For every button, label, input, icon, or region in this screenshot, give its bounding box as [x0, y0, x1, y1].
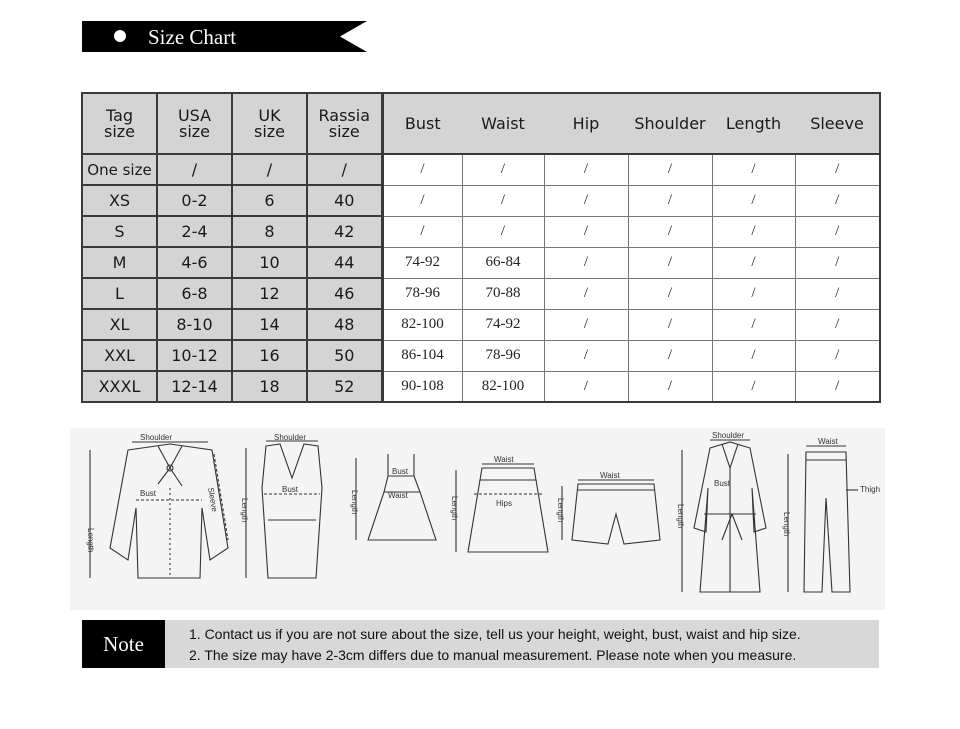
- strap-dress-diagram: [350, 454, 436, 540]
- waist-label: Waist: [388, 491, 408, 500]
- uk-size-cell: 10: [232, 247, 307, 278]
- bullet-icon: [114, 30, 126, 42]
- usa-size-cell: 0-2: [157, 185, 232, 216]
- table-row: [82, 371, 880, 402]
- tag-size-cell: XXL: [82, 340, 157, 371]
- rassia-size-cell: 52: [307, 371, 382, 402]
- header-waist: Waist: [462, 93, 544, 154]
- shoulder-cell: /: [628, 371, 712, 402]
- bust-cell: 78-96: [382, 278, 462, 309]
- vneck-top-diagram: [240, 433, 322, 578]
- hips-label: Hips: [496, 499, 513, 508]
- uk-size-cell: 6: [232, 185, 307, 216]
- hip-cell: /: [544, 340, 628, 371]
- header-usa-size: USA size: [157, 93, 232, 154]
- blouse-diagram: [86, 433, 228, 578]
- length-cell: /: [712, 154, 795, 185]
- header-shoulder: Shoulder: [628, 93, 712, 154]
- header-uk-size: UK size: [232, 93, 307, 154]
- tag-size-cell: XXXL: [82, 371, 157, 402]
- shorts-diagram: [556, 471, 660, 544]
- bust-cell: 86-104: [382, 340, 462, 371]
- rassia-size-cell: 50: [307, 340, 382, 371]
- bust-cell: /: [382, 154, 462, 185]
- hip-cell: /: [544, 309, 628, 340]
- bust-label: Bust: [140, 489, 157, 498]
- measurement-diagrams: [70, 428, 885, 610]
- waist-cell: /: [462, 185, 544, 216]
- tag-size-cell: S: [82, 216, 157, 247]
- usa-size-cell: 8-10: [157, 309, 232, 340]
- waist-cell: 66-84: [462, 247, 544, 278]
- table-row: [82, 340, 880, 371]
- trench-coat-diagram: [676, 431, 766, 592]
- rassia-size-cell: 48: [307, 309, 382, 340]
- sleeve-cell: /: [795, 154, 880, 185]
- length-label: Length: [240, 498, 249, 523]
- sleeve-cell: /: [795, 278, 880, 309]
- table-row: [82, 309, 880, 340]
- sleeve-cell: /: [795, 309, 880, 340]
- usa-size-cell: 6-8: [157, 278, 232, 309]
- uk-size-cell: 12: [232, 278, 307, 309]
- hip-cell: /: [544, 154, 628, 185]
- shoulder-cell: /: [628, 154, 712, 185]
- note-line-2: 2. The size may have 2-3cm differs due to manual measurement. Please note when you measure.: [189, 647, 797, 663]
- bust-label: Bust: [282, 485, 299, 494]
- rassia-size-cell: 40: [307, 185, 382, 216]
- bust-cell: /: [382, 216, 462, 247]
- length-label: Length: [350, 490, 359, 515]
- uk-size-cell: /: [232, 154, 307, 185]
- bust-cell: 74-92: [382, 247, 462, 278]
- sleeve-cell: /: [795, 371, 880, 402]
- page-title: Size Chart: [148, 25, 237, 49]
- shoulder-cell: /: [628, 216, 712, 247]
- table-row: [82, 154, 880, 185]
- table-header-row: [82, 93, 880, 154]
- thigh-label: Thigh: [860, 485, 881, 494]
- bust-cell: /: [382, 185, 462, 216]
- table-row: [82, 216, 880, 247]
- bust-cell: 82-100: [382, 309, 462, 340]
- note-label: Note: [82, 620, 165, 668]
- length-label: Length: [86, 528, 95, 553]
- hip-cell: /: [544, 216, 628, 247]
- uk-size-cell: 8: [232, 216, 307, 247]
- length-cell: /: [712, 371, 795, 402]
- tag-size-cell: XS: [82, 185, 157, 216]
- rassia-size-cell: 44: [307, 247, 382, 278]
- header-rassia-size: Rassia size: [307, 93, 382, 154]
- length-cell: /: [712, 340, 795, 371]
- shoulder-cell: /: [628, 278, 712, 309]
- table-row: [82, 278, 880, 309]
- usa-size-cell: /: [157, 154, 232, 185]
- bust-cell: 90-108: [382, 371, 462, 402]
- header-bust: Bust: [382, 93, 462, 154]
- sleeve-cell: /: [795, 185, 880, 216]
- header-tag-size: Tag size: [82, 93, 157, 154]
- table-row: [82, 247, 880, 278]
- usa-size-cell: 4-6: [157, 247, 232, 278]
- note-box: [82, 620, 879, 668]
- hip-cell: /: [544, 247, 628, 278]
- bust-label: Bust: [714, 479, 731, 488]
- waist-cell: /: [462, 154, 544, 185]
- size-table: [81, 92, 881, 403]
- tag-size-cell: One size: [82, 154, 157, 185]
- waist-cell: 82-100: [462, 371, 544, 402]
- shoulder-label: Shoulder: [712, 431, 745, 440]
- length-label: Length: [676, 504, 685, 529]
- header-hip: Hip: [544, 93, 628, 154]
- size-chart-title-banner: [82, 21, 367, 52]
- shoulder-label: Shoulder: [274, 433, 307, 442]
- sleeve-label: Sleeve: [206, 486, 220, 513]
- waist-cell: 74-92: [462, 309, 544, 340]
- table-row: [82, 185, 880, 216]
- uk-size-cell: 18: [232, 371, 307, 402]
- shoulder-cell: /: [628, 309, 712, 340]
- usa-size-cell: 10-12: [157, 340, 232, 371]
- length-label: Length: [782, 512, 791, 537]
- waist-label: Waist: [494, 455, 514, 464]
- header-sleeve: Sleeve: [795, 93, 880, 154]
- waist-label: Waist: [600, 471, 620, 480]
- shoulder-cell: /: [628, 340, 712, 371]
- uk-size-cell: 14: [232, 309, 307, 340]
- waist-label: Waist: [818, 437, 838, 446]
- waist-cell: 70-88: [462, 278, 544, 309]
- waist-cell: /: [462, 216, 544, 247]
- shoulder-label: Shoulder: [140, 433, 173, 442]
- length-label: Length: [450, 496, 459, 521]
- hip-cell: /: [544, 185, 628, 216]
- usa-size-cell: 2-4: [157, 216, 232, 247]
- header-length: Length: [712, 93, 795, 154]
- length-cell: /: [712, 309, 795, 340]
- rassia-size-cell: 42: [307, 216, 382, 247]
- length-label: Length: [556, 498, 565, 523]
- uk-size-cell: 16: [232, 340, 307, 371]
- bust-label: Bust: [392, 467, 409, 476]
- length-cell: /: [712, 216, 795, 247]
- rassia-size-cell: 46: [307, 278, 382, 309]
- length-cell: /: [712, 247, 795, 278]
- rassia-size-cell: /: [307, 154, 382, 185]
- hip-cell: /: [544, 371, 628, 402]
- hip-cell: /: [544, 278, 628, 309]
- note-line-1: 1. Contact us if you are not sure about the size, tell us your height, weight, bust, waist and hip size.: [189, 626, 801, 642]
- length-cell: /: [712, 185, 795, 216]
- waist-cell: 78-96: [462, 340, 544, 371]
- trousers-diagram: [782, 437, 880, 592]
- sleeve-cell: /: [795, 216, 880, 247]
- usa-size-cell: 12-14: [157, 371, 232, 402]
- shoulder-cell: /: [628, 185, 712, 216]
- length-cell: /: [712, 278, 795, 309]
- skirt-diagram: [450, 455, 548, 552]
- tag-size-cell: M: [82, 247, 157, 278]
- sleeve-cell: /: [795, 247, 880, 278]
- sleeve-cell: /: [795, 340, 880, 371]
- shoulder-cell: /: [628, 247, 712, 278]
- tag-size-cell: L: [82, 278, 157, 309]
- tag-size-cell: XL: [82, 309, 157, 340]
